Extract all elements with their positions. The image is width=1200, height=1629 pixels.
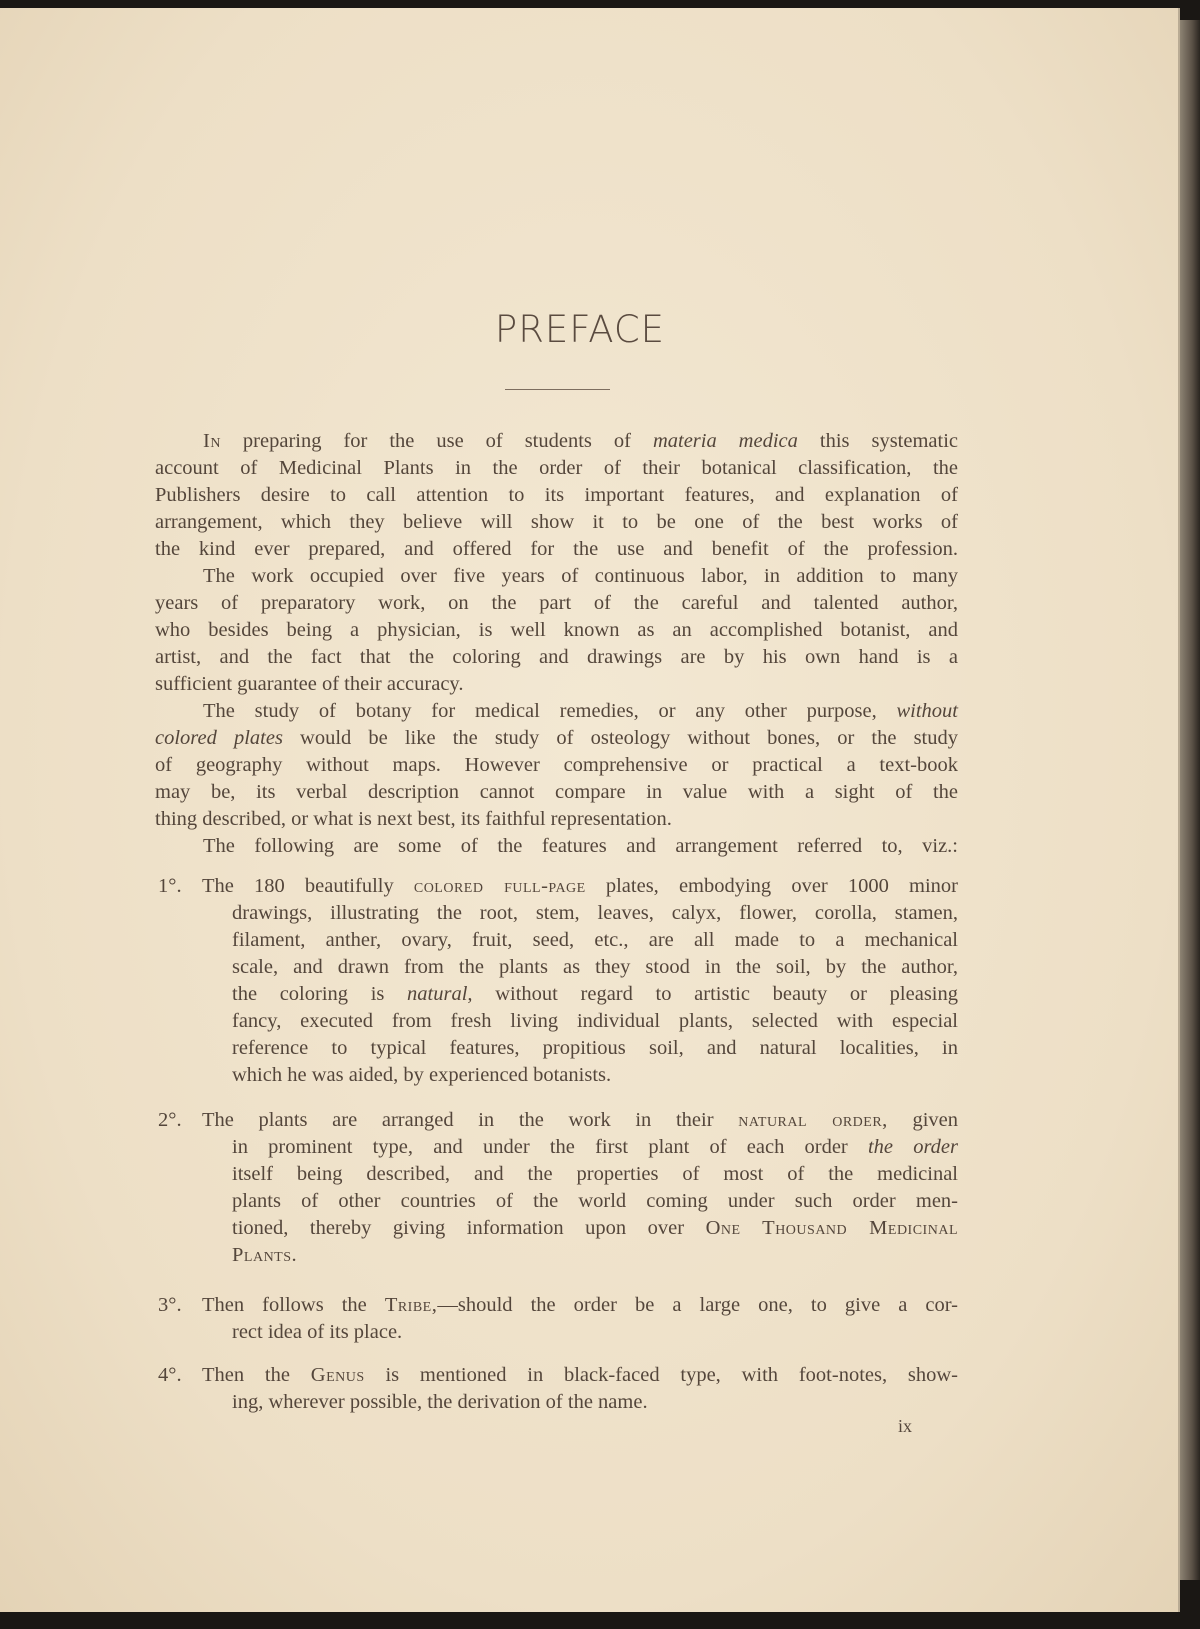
text-segment: The 180 beautifully [202, 875, 414, 897]
small-caps-text: Plants. [232, 1244, 298, 1266]
italic-text: natural, [407, 983, 473, 1005]
text-segment: The study of botany for medical remedies, or any other purpose, [203, 700, 897, 722]
text-segment: preparing for the use of students of [220, 430, 653, 452]
text-segment: would be like the study of osteology without bones, or the study [282, 727, 958, 749]
small-caps-text: Tribe, [384, 1294, 438, 1316]
text-line [155, 752, 958, 779]
page-title: PREFACE [494, 308, 666, 351]
text-line [155, 536, 958, 563]
text-line [155, 590, 958, 617]
text-line [232, 1008, 958, 1035]
text-line [155, 779, 958, 806]
item-number: 1°. [158, 875, 182, 897]
italic-text: without [896, 700, 958, 722]
text-line [232, 1188, 958, 1215]
text-line [155, 482, 958, 509]
text-segment: sufficient guarantee of their accuracy. [155, 673, 464, 695]
text-segment: filament, anther, ovary, fruit, seed, etc., are all made to a mechanical [232, 929, 958, 951]
small-caps-text: One Thousand Medicinal [705, 1217, 958, 1239]
text-segment: Then the [202, 1364, 311, 1386]
text-line [232, 1242, 958, 1269]
text-line [232, 1035, 958, 1062]
text-line [232, 1215, 958, 1242]
text-line [232, 954, 958, 981]
italic-text: the order [867, 1136, 958, 1158]
text-segment: Then follows the [202, 1294, 385, 1316]
text-segment: tioned, thereby giving information upon over [232, 1217, 706, 1239]
text-segment: may be, its verbal description cannot compare in value with a sight of the [155, 781, 958, 803]
book-page [0, 8, 1180, 1612]
text-segment: reference to typical features, propitious soil, and natural localities, in [232, 1037, 958, 1059]
text-line [202, 1292, 958, 1319]
text-segment: which he was aided, by experienced botanists. [232, 1064, 612, 1086]
text-segment: —should the order be a large one, to give a cor- [437, 1294, 958, 1316]
title-divider [505, 389, 610, 390]
text-line [203, 428, 958, 455]
text-segment: the kind ever prepared, and offered for the use and benefit of the profession. [155, 538, 958, 560]
text-line [232, 900, 958, 927]
text-segment: who besides being a physician, is well known as an accomplished botanist, and [155, 619, 958, 641]
text-line [155, 617, 958, 644]
text-line [232, 1389, 958, 1416]
text-segment: thing described, or what is next best, its faithful representation. [155, 808, 672, 830]
text-segment: plants of other countries of the world coming under such order men- [232, 1190, 958, 1212]
book-edge [1180, 20, 1200, 1580]
text-line [232, 1319, 958, 1346]
text-segment: of geography without maps. However comprehensive or practical a text-book [155, 754, 958, 776]
text-segment: fancy, executed from fresh living individual plants, selected with especial [232, 1010, 958, 1032]
text-line [232, 1161, 958, 1188]
text-segment: artist, and the fact that the coloring and drawings are by his own hand is a [155, 646, 958, 668]
text-line [155, 644, 958, 671]
text-line [155, 455, 958, 482]
item-number: 4°. [158, 1364, 182, 1386]
page-number: ix [898, 1416, 913, 1436]
text-line [232, 1062, 958, 1089]
item-number: 3°. [158, 1294, 182, 1316]
text-line [155, 509, 958, 536]
text-line [203, 698, 958, 725]
italic-text: materia medica [652, 430, 798, 452]
text-line [202, 1107, 958, 1134]
item-number: 2°. [158, 1109, 182, 1131]
text-line [202, 873, 958, 900]
text-line [155, 806, 958, 833]
italic-text: colored plates [155, 727, 283, 749]
text-line [202, 1362, 958, 1389]
text-segment: The work occupied over five years of continuous labor, in addition to many [203, 565, 958, 587]
text-segment: arrangement, which they believe will show it to be one of the best works of [155, 511, 958, 533]
text-line [203, 833, 958, 860]
text-segment: The plants are arranged in the work in their [202, 1109, 739, 1131]
text-line [232, 1134, 958, 1161]
small-caps-text: natural order, [738, 1109, 888, 1131]
text-segment: drawings, illustrating the root, stem, leaves, calyx, flower, corolla, stamen, [232, 902, 958, 924]
text-segment: plates, embodying over 1000 minor [585, 875, 958, 897]
text-segment: itself being described, and the properties of most of the medicinal [232, 1163, 958, 1185]
text-segment: without regard to artistic beauty or pleasing [472, 983, 958, 1005]
small-caps-text: In [203, 430, 221, 452]
text-segment: in prominent type, and under the first plant of each order [232, 1136, 868, 1158]
small-caps-text: Genus [310, 1364, 365, 1386]
text-line [232, 981, 958, 1008]
text-line [203, 563, 958, 590]
text-segment: rect idea of its place. [232, 1321, 403, 1343]
text-segment: scale, and drawn from the plants as they stood in the soil, by the author, [232, 956, 958, 978]
text-line [232, 927, 958, 954]
text-segment: is mentioned in black-faced type, with foot-notes, show- [364, 1364, 958, 1386]
text-segment: this systematic [797, 430, 958, 452]
text-segment: account of Medicinal Plants in the order of their botanical classification, the [155, 457, 958, 479]
text-line [155, 725, 958, 752]
text-segment: the coloring is [232, 983, 408, 1005]
text-segment: Publishers desire to call attention to its important features, and explanation of [155, 484, 958, 506]
text-segment: The following are some of the features and arrangement referred to, viz.: [203, 835, 958, 857]
text-segment: years of preparatory work, on the part of the careful and talented author, [155, 592, 958, 614]
text-segment: given [887, 1109, 959, 1131]
text-segment: ing, wherever possible, the derivation of the name. [232, 1391, 648, 1413]
small-caps-text: colored full-page [413, 875, 586, 897]
text-line [155, 671, 958, 698]
